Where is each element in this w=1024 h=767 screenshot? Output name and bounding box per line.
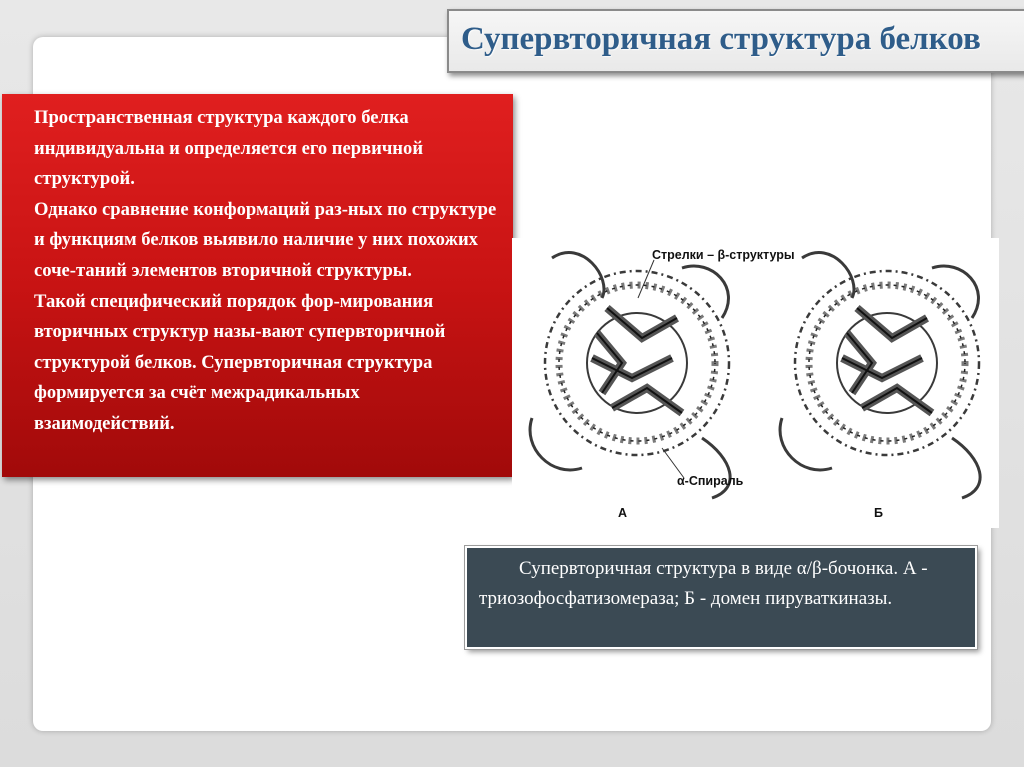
alpha-helix-label: α-Спираль <box>677 474 744 488</box>
panel-b-label: Б <box>874 506 883 520</box>
barrel-a-drawing <box>530 253 730 498</box>
barrel-b-drawing <box>780 253 980 498</box>
paragraph-3: Такой специфический порядок фор-мирования вторичных структур назы-вают супервторичной структурой белков. Супервторичная структура формируется за счёт межрадикальных взаимодействий. <box>34 290 446 434</box>
text-box <box>2 94 513 477</box>
protein-figure <box>512 238 999 528</box>
alpha-beta-barrel-illustration <box>512 238 999 528</box>
beta-label-pointer <box>638 260 654 298</box>
paragraph-2: Однако сравнение конформаций раз-ных по структуре и функциям белков выявило наличие у них похожих соче-таний элементов вторичной структуры. <box>34 198 497 281</box>
paragraph-1: Пространственная структура каждого белка индивидуальна и определяется его первичной структурой. <box>34 107 424 190</box>
figure-caption-box <box>465 546 977 649</box>
beta-structure-label: Стрелки – β-структуры <box>652 248 795 262</box>
figure-caption: Супервторичная структура в виде α/β-бочонка. А - триозофосфатизомераза; Б - домен пируваткиназы. <box>479 558 928 609</box>
slide-title: Супервторичная структура белков <box>461 21 981 57</box>
panel-a-label: А <box>618 506 628 520</box>
title-banner <box>447 9 1024 73</box>
